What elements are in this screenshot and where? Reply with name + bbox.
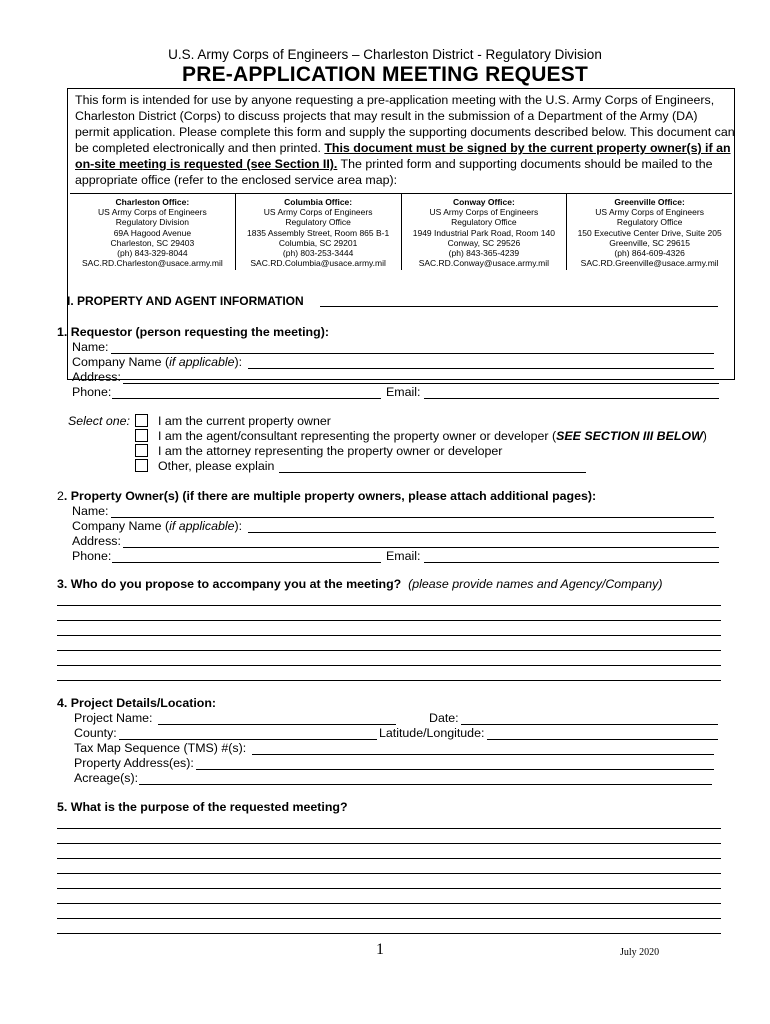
other-explain-field[interactable] bbox=[279, 472, 586, 473]
q5-answer-line[interactable] bbox=[57, 843, 721, 844]
q2-label bbox=[57, 489, 596, 503]
q3-answer-line[interactable] bbox=[57, 680, 721, 681]
office-name: Conway Office: bbox=[452, 197, 515, 207]
property-address-label: Property Address(es): bbox=[74, 756, 194, 770]
office-charleston bbox=[70, 194, 235, 270]
q5-answer-line[interactable] bbox=[57, 873, 721, 874]
office-conway bbox=[401, 194, 567, 270]
section-1-rule bbox=[320, 306, 718, 307]
q5-answer-line[interactable] bbox=[57, 888, 721, 889]
date-field[interactable] bbox=[461, 724, 718, 725]
document-subtitle: U.S. Army Corps of Engineers – Charleston District - Regulatory Division bbox=[168, 47, 602, 62]
office-line: Conway, SC 29526 bbox=[447, 237, 521, 248]
option-agent-text-end: ) bbox=[702, 429, 707, 443]
q4-label: 4. Project Details/Location: bbox=[57, 696, 217, 710]
office-line: Columbia, SC 29201 bbox=[278, 237, 358, 248]
office-line: Regulatory Division bbox=[115, 217, 189, 228]
q2-company-field[interactable] bbox=[248, 532, 716, 533]
project-name-label: Project Name: bbox=[74, 711, 153, 725]
intro-text-a: This form is intended for use by anyone requesting a pre-application meeting with the U.S. Army Corps of Engineers, Charleston District (Corps) to discuss projects that may result in the submission of a Department of the Army (DA) permit application. Please complete this form and supply the supporting documents described below. This document can be completed electronically and then printed. bbox=[75, 93, 735, 155]
q1-email-label: Email: bbox=[386, 385, 421, 399]
q5-answer-line[interactable] bbox=[57, 828, 721, 829]
office-line: 150 Executive Center Drive, Suite 205 bbox=[577, 227, 722, 238]
q1-phone-label: Phone: bbox=[72, 385, 112, 399]
option-other: Other, please explain bbox=[158, 459, 275, 473]
q3-answer-line[interactable] bbox=[57, 635, 721, 636]
acreage-label: Acreage(s): bbox=[74, 771, 139, 785]
option-attorney: I am the attorney representing the property owner or developer bbox=[158, 444, 503, 458]
option-agent-emphasis: SEE SECTION III BELOW bbox=[556, 429, 703, 443]
select-one-label: Select one: bbox=[68, 414, 130, 428]
q3-hint: (please provide names and Agency/Company) bbox=[408, 577, 663, 591]
q3-label-text: 3. Who do you propose to accompany you at the meeting? bbox=[57, 577, 402, 591]
q5-answer-line[interactable] bbox=[57, 858, 721, 859]
office-line: (ph) 864-609-4326 bbox=[614, 248, 685, 259]
office-name: Columbia Office: bbox=[284, 197, 353, 207]
office-columbia bbox=[235, 194, 401, 270]
q2-phone-label: Phone: bbox=[72, 549, 112, 563]
office-line: Regulatory Office bbox=[285, 217, 351, 228]
intro-signature-note: This document must be signed by the current property owner(s) if an on-site meeting is requested (see Section II). bbox=[75, 141, 731, 171]
county-field[interactable] bbox=[119, 739, 377, 740]
office-line: (ph) 843-329-8044 bbox=[117, 248, 188, 259]
q1-company-italic: if applicable bbox=[169, 355, 235, 369]
office-line: Regulatory Office bbox=[616, 217, 683, 228]
q1-address-field[interactable] bbox=[123, 383, 719, 384]
q5-answer-line[interactable] bbox=[57, 918, 721, 919]
office-line: 1835 Assembly Street, Room 865 B-1 bbox=[247, 227, 390, 238]
intro-text-b: The printed form and supporting documents should be mailed to the appropriate office (refer to the enclosed service area map): bbox=[75, 157, 713, 187]
office-line: US Army Corps of Engineers bbox=[263, 207, 373, 218]
property-address-field[interactable] bbox=[196, 769, 714, 770]
q1-company-field[interactable] bbox=[248, 368, 714, 369]
checkbox-owner[interactable] bbox=[135, 414, 148, 427]
office-name: Charleston Office: bbox=[115, 197, 190, 207]
office-email: SAC.RD.Columbia@usace.army.mil bbox=[250, 258, 386, 269]
q3-answer-line[interactable] bbox=[57, 620, 721, 621]
q2-email-field[interactable] bbox=[424, 562, 719, 563]
q1-name-field[interactable] bbox=[111, 353, 714, 354]
office-line: US Army Corps of Engineers bbox=[98, 207, 207, 218]
revision-date: July 2020 bbox=[620, 947, 660, 958]
option-owner: I am the current property owner bbox=[158, 414, 331, 428]
q2-label-text: . Property Owner(s) (if there are multiple property owners, please attach additional pages): bbox=[63, 489, 597, 503]
document-title: PRE-APPLICATION MEETING REQUEST bbox=[182, 63, 588, 86]
office-email: SAC.RD.Charleston@usace.army.mil bbox=[82, 258, 223, 269]
q5-answer-line[interactable] bbox=[57, 903, 721, 904]
q3-answer-line[interactable] bbox=[57, 665, 721, 666]
office-line: Charleston, SC 29403 bbox=[110, 237, 195, 248]
tms-label: Tax Map Sequence (TMS) #(s): bbox=[74, 741, 247, 755]
office-line: US Army Corps of Engineers bbox=[429, 207, 539, 218]
checkbox-attorney[interactable] bbox=[135, 444, 148, 457]
q1-company-text: Company Name ( bbox=[72, 355, 170, 369]
q2-company-italic: if applicable bbox=[169, 519, 235, 533]
q5-answer-line[interactable] bbox=[57, 933, 721, 934]
q1-company-text-end: ): bbox=[234, 355, 243, 369]
q1-name-label: Name: bbox=[72, 340, 109, 354]
q2-name-field[interactable] bbox=[111, 517, 714, 518]
section-1-heading: I. PROPERTY AND AGENT INFORMATION bbox=[67, 294, 304, 308]
office-line: Regulatory Office bbox=[451, 217, 517, 228]
county-label: County: bbox=[74, 726, 117, 740]
q1-email-field[interactable] bbox=[424, 398, 719, 399]
q2-phone-field[interactable] bbox=[112, 562, 381, 563]
q2-name-label: Name: bbox=[72, 504, 109, 518]
office-email: SAC.RD.Greenville@usace.army.mil bbox=[580, 258, 719, 269]
checkbox-agent[interactable] bbox=[135, 429, 148, 442]
q3-answer-line[interactable] bbox=[57, 650, 721, 651]
date-label: Date: bbox=[429, 711, 459, 725]
office-line: (ph) 803-253-3444 bbox=[282, 248, 354, 259]
office-line: 1949 Industrial Park Road, Room 140 bbox=[412, 227, 555, 238]
q2-address-label: Address: bbox=[72, 534, 121, 548]
q1-phone-field[interactable] bbox=[112, 398, 381, 399]
q3-label bbox=[57, 577, 663, 591]
option-agent-text: I am the agent/consultant representing the property owner or developer ( bbox=[158, 429, 557, 443]
tms-field[interactable] bbox=[252, 754, 714, 755]
q2-company-label bbox=[72, 519, 242, 533]
office-greenville bbox=[566, 194, 732, 270]
q2-email-label: Email: bbox=[386, 549, 421, 563]
office-line: US Army Corps of Engineers bbox=[595, 207, 704, 218]
q2-company-text-end: ): bbox=[234, 519, 243, 533]
q1-address-label: Address: bbox=[72, 370, 121, 384]
q2-number: 2 bbox=[57, 489, 64, 503]
project-name-field[interactable] bbox=[158, 724, 396, 725]
q2-company-text: Company Name ( bbox=[72, 519, 170, 533]
q3-answer-line[interactable] bbox=[57, 605, 721, 606]
checkbox-other[interactable] bbox=[135, 459, 148, 472]
page-number: 1 bbox=[376, 941, 384, 958]
acreage-field[interactable] bbox=[139, 784, 712, 785]
office-name: Greenville Office: bbox=[614, 197, 685, 207]
intro-text bbox=[75, 92, 735, 188]
office-email: SAC.RD.Conway@usace.army.mil bbox=[418, 258, 550, 269]
office-table bbox=[70, 193, 732, 270]
q1-label: 1. Requestor (person requesting the meeting): bbox=[57, 325, 329, 339]
latlong-field[interactable] bbox=[487, 739, 718, 740]
q5-label: 5. What is the purpose of the requested meeting? bbox=[57, 800, 348, 814]
office-line: (ph) 843-365-4239 bbox=[448, 248, 520, 259]
option-agent bbox=[158, 429, 707, 443]
latlong-label: Latitude/Longitude: bbox=[379, 726, 485, 740]
office-line: Greenville, SC 29615 bbox=[609, 237, 691, 248]
office-line: 69A Hagood Avenue bbox=[113, 227, 192, 238]
q1-company-label bbox=[72, 355, 242, 369]
q2-address-field[interactable] bbox=[123, 547, 719, 548]
